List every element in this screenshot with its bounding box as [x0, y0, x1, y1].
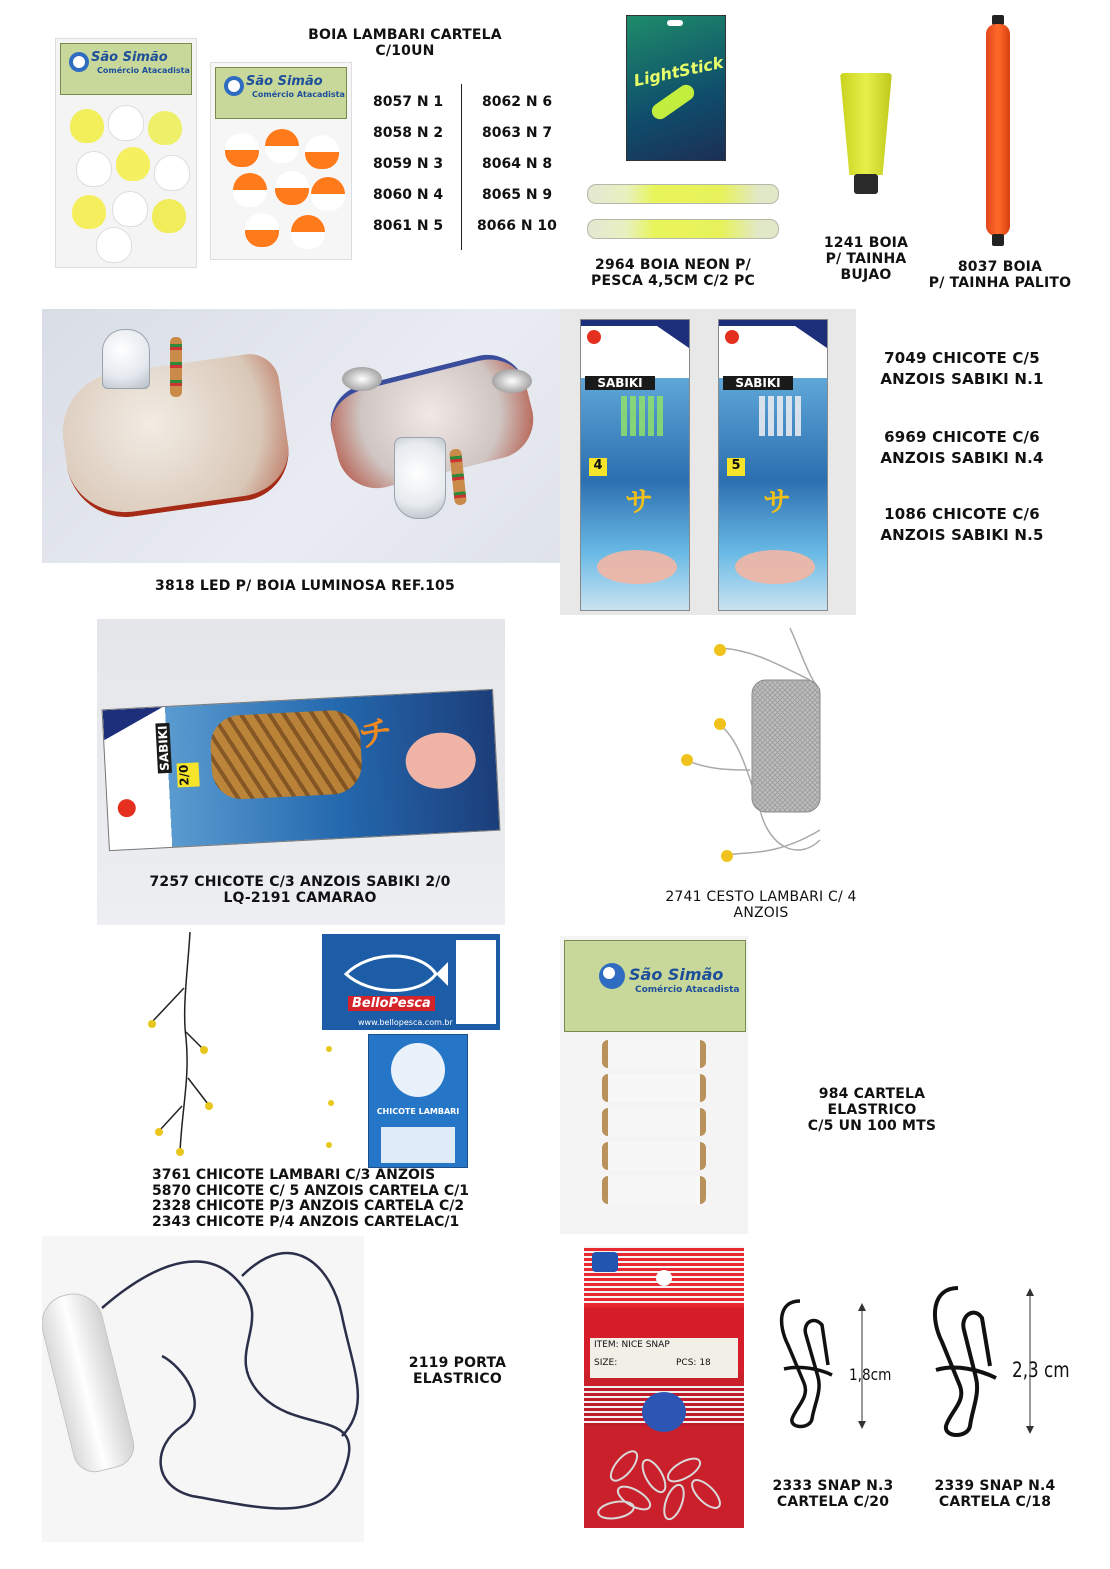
- sao-simao-brand: São Simão: [246, 74, 323, 89]
- sao-simao-brand: São Simão: [91, 50, 168, 65]
- lightstick-pack: [626, 15, 726, 161]
- neon-label: 2964 BOIA NEON P/ PESCA 4,5CM C/2 PC: [591, 257, 755, 289]
- chicote-list-item: 3761 CHICOTE LAMBARI C/3 ANZOIS: [152, 1167, 436, 1183]
- sao-simao-logo-icon: [599, 963, 625, 989]
- snap-size-label: SIZE:: [594, 1358, 618, 1368]
- camarao-sabiki-photo: SABIKI 2/0 チ: [97, 619, 505, 925]
- snap-n3-dimension: 1,8cm: [849, 1365, 892, 1384]
- sao-simao-brand: São Simão: [629, 965, 724, 984]
- elastico-card-photo: [560, 936, 748, 1234]
- snap-n4-dimension: 2,3 cm: [1012, 1358, 1070, 1382]
- sabiki-size-5: 5: [727, 458, 745, 476]
- porta-label: 2119 PORTA ELASTRICO: [408, 1355, 507, 1387]
- nice-snap-card-photo: [584, 1246, 744, 1528]
- code-left-3: 8059 N 3: [373, 156, 444, 172]
- led-label: 3818 LED P/ BOIA LUMINOSA REF.105: [155, 578, 455, 594]
- sao-simao-subtitle: Comércio Atacadista: [635, 985, 740, 995]
- bellopesca-card: [322, 934, 500, 1170]
- sao-simao-subtitle: Comércio Atacadista: [97, 66, 190, 75]
- boia-tainha-palito: [986, 24, 1010, 236]
- chicote-list-item: 2343 CHICOTE P/4 ANZOIS CARTELAC/1: [152, 1213, 460, 1230]
- boia-lambari-yellow-pack: [55, 38, 197, 268]
- sabiki-item-3: 1086 CHICOTE C/6 ANZOIS SABIKI N.5: [880, 505, 1044, 544]
- code-right-4: 8065 N 9: [482, 187, 553, 203]
- bellopesca-brand: BelloPesca: [348, 996, 435, 1011]
- camarao-pack-title: SABIKI: [155, 723, 172, 774]
- sao-simao-logo-icon: [69, 52, 89, 72]
- boia-lambari-orange-pack: [210, 62, 352, 260]
- code-table-divider: [461, 84, 462, 250]
- sao-simao-subtitle: Comércio Atacadista: [252, 90, 345, 99]
- lightstick-2: [587, 219, 779, 239]
- snap-n4-label: 2339 SNAP N.4 CARTELA C/18: [934, 1478, 1056, 1510]
- chicote-list-item: 5870 CHICOTE C/ 5 ANZOIS CARTELA C/1: [152, 1182, 469, 1199]
- boia-lambari-title: BOIA LAMBARI CARTELA C/10UN: [308, 27, 502, 59]
- code-left-4: 8060 N 4: [373, 187, 444, 203]
- code-right-3: 8064 N 8: [482, 156, 553, 172]
- lightstick-brand: LightStick: [632, 52, 725, 91]
- cesto-label: 2741 CESTO LAMBARI C/ 4 ANZOIS: [665, 889, 857, 921]
- sabiki-item-1: 7049 CHICOTE C/5 ANZOIS SABIKI N.1: [880, 349, 1044, 388]
- camarao-size: 2/0: [176, 762, 199, 787]
- led-boia-photo: [42, 309, 560, 563]
- sabiki-packs-photo: SABIKI 4 サ SABIKI 5 サ: [560, 309, 856, 615]
- sabiki-size-4: 4: [589, 458, 607, 476]
- camarao-label: 7257 CHICOTE C/3 ANZOIS SABIKI 2/0 LQ-2191 CAMARAO: [149, 874, 451, 906]
- snap-item-name: ITEM: NICE SNAP: [594, 1340, 670, 1350]
- snap-pcs: PCS: 18: [676, 1358, 711, 1368]
- snap-n3-label: 2333 SNAP N.3 CARTELA C/20: [772, 1478, 894, 1510]
- sabiki-item-2: 6969 CHICOTE C/6 ANZOIS SABIKI N.4: [880, 428, 1044, 467]
- sabiki-pack-title: SABIKI: [723, 376, 793, 390]
- code-right-2: 8063 N 7: [482, 125, 553, 141]
- elastico-label: 984 CARTELA ELASTRICO C/5 UN 100 MTS: [807, 1086, 937, 1134]
- chicote-card-title: CHICOTE LAMBARI: [376, 1107, 460, 1116]
- porta-elastico-photo: [42, 1236, 364, 1542]
- fish-logo-icon: [340, 948, 450, 998]
- code-left-1: 8057 N 1: [373, 94, 444, 110]
- tainha-bujao-label: 1241 BOIA P/ TAINHA BUJAO: [823, 235, 909, 283]
- boia-tainha-bujao: [840, 73, 892, 175]
- chicote-list-item: 2328 CHICOTE P/3 ANZOIS CARTELA C/2: [152, 1198, 465, 1214]
- code-right-1: 8062 N 6: [482, 94, 553, 110]
- code-left-5: 8061 N 5: [373, 218, 444, 234]
- chicote-lambari-rig: [140, 928, 220, 1158]
- sabiki-pack-title: SABIKI: [585, 376, 655, 390]
- chicote-list: [152, 1168, 469, 1230]
- cesto-lambari-photo: [660, 620, 850, 870]
- bellopesca-url: www.bellopesca.com.br: [358, 1018, 453, 1027]
- lightstick-1: [587, 184, 779, 204]
- tainha-palito-label: 8037 BOIA P/ TAINHA PALITO: [928, 259, 1072, 291]
- code-left-2: 8058 N 2: [373, 125, 444, 141]
- code-right-5: 8066 N 10: [477, 218, 557, 234]
- sao-simao-logo-icon: [224, 76, 244, 96]
